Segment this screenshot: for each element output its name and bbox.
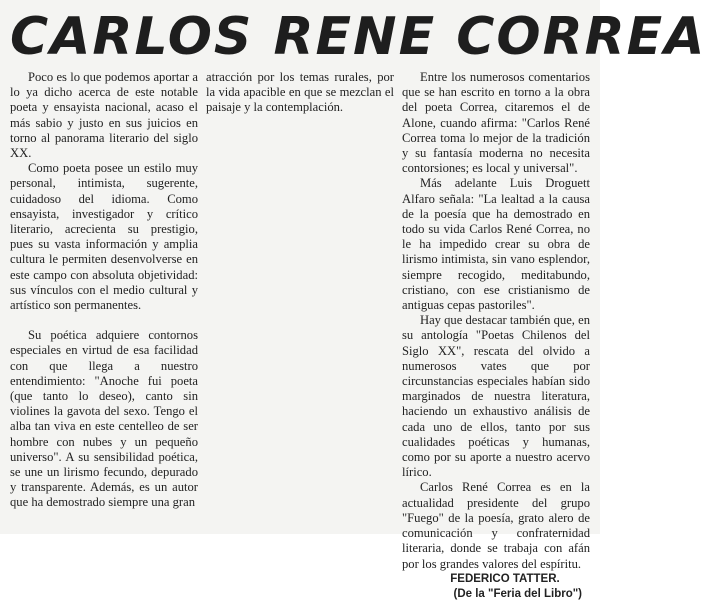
paragraph-droguett-quote: Más adelante Luis Droguett Alfaro señala: "La lealtad a la causa de la poesía que ha demostrado en todo su vida Carlos René Correa, no le ha impedido crear su obra de lirismo intimista, sin vano esplendor, siempre recogido, meditabundo, cristiano, con ese cristianismo de antiguas cepas pastoriles". bbox=[402, 176, 590, 313]
text-column-3 bbox=[402, 70, 590, 602]
source-credit: (De la "Feria del Libro") bbox=[453, 587, 582, 600]
paragraph-poet-style: Como poeta posee un estilo muy personal, intimista, sugerente, cuidadoso del idioma. Como ensayista, investigador y crítico literario, acrecienta su prestigio, pues su vasta información y amplia cultura le permiten desenvolverse en este campo con absoluta objetividad: sus vínculos con el medio cultural y artístico son permanentes. bbox=[10, 161, 198, 313]
paragraph-poetics: Su poética adquiere contornos especiales en virtud de esa facilidad con que llega a nuestro entendimiento: "Anoche fui poeta (que tanto lo deseo), canto sin violines la gavota del sexo. Tengo el alba tan viva en este centelleo de ser hombre con nubes y un pequeño universo". A su sensibilidad poética, se une un lirismo fecundo, depurado y transparente. Además, es un autor que ha demostrado siempre una gran bbox=[10, 328, 198, 510]
author-signature: FEDERICO TATTER. bbox=[450, 572, 560, 585]
text-column-2 bbox=[206, 70, 394, 116]
paragraph-anthology: Hay que destacar también que, en su antología "Poetas Chilenos del Siglo XX", rescata del olvido a numerosos vates que por circunstancias especiales habían sido marginados de nuestra literatura, haciendo un exhaustivo análisis de cada uno de ellos, tanto por sus cualidades poéticas y humanas, como por su aporte a nuestro acervo lírico. bbox=[402, 313, 590, 480]
text-column-1 bbox=[10, 70, 198, 511]
paragraph-intro: Poco es lo que podemos aportar a lo ya dicho acerca de este notable poeta y ensayista nacional, acaso el más sabio y justo en sus juicios en torno al panorama literario del siglo XX. bbox=[10, 70, 198, 161]
paragraph-fuego-group: Carlos René Correa es en la actualidad presidente del grupo "Fuego" de la poesía, grato alero de comunicación y confraternidad literaria, donde se trabaja con afán por los grandes valores del espíritu. bbox=[402, 480, 590, 571]
paragraph-alone-quote: Entre los numerosos comentarios que se han escrito en torno a la obra del poeta Correa, citaremos el de Alone, cuando afirma: "Carlos René Correa toma lo mejor de la tradición y su fantasía moderna no necesita contorsiones; es local y universal". bbox=[402, 70, 590, 176]
paragraph-poetics-continued: atracción por los temas rurales, por la vida apacible en que se mezclan el paisaje y la contemplación. bbox=[206, 70, 394, 115]
headline: CARLOS RENE CORREA bbox=[10, 7, 706, 67]
